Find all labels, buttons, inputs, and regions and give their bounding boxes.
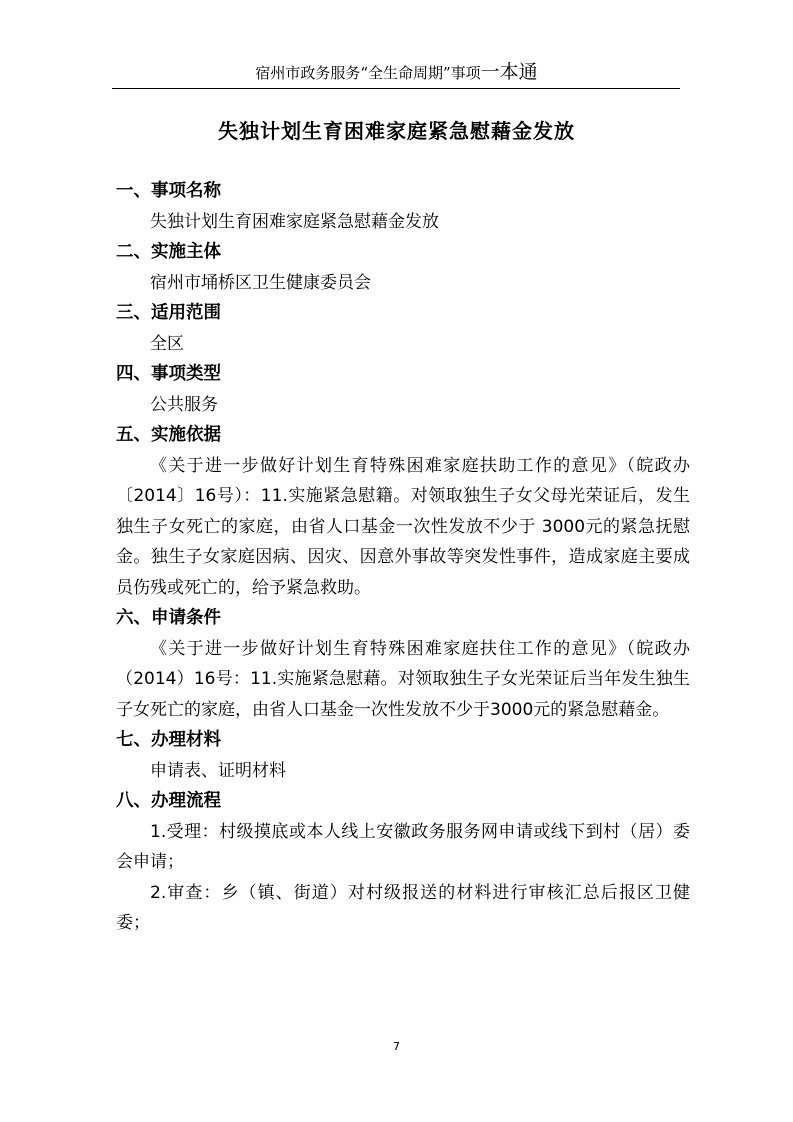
section-text: 失独计划生育困难家庭紧急慰藉金发放: [150, 211, 439, 232]
section-paragraph: 《关于进一步做好计划生育特殊困难家庭扶住工作的意见》（皖政办（2014）16号：11.实施紧急慰藉。对领取独生子女光荣证后当年发生独生子女死亡的家庭，由省人口基金一次性发放不少于3000元的紧急慰藉金。: [116, 638, 690, 720]
process-step: 2.审查：乡（镇、街道）对村级报送的材料进行审核汇总后报区卫健委；: [116, 882, 690, 933]
section-heading: 四、事项类型: [116, 364, 221, 384]
section-heading: 五、实施依据: [116, 425, 221, 445]
section-materials: [116, 725, 690, 786]
header-rule: [112, 88, 680, 89]
section-item-type: [116, 359, 690, 420]
running-header: [0, 60, 793, 85]
process-step: 1.受理：村级摸底或本人线上安徽政务服务网申请或线下到村（居）委会申请；: [116, 821, 690, 872]
section-text: 申请表、证明材料: [150, 760, 286, 781]
section-text: 全区: [150, 333, 184, 354]
running-header-text: 宿州市政务服务“全生命周期”事项: [255, 64, 481, 82]
page-number: 7: [393, 1040, 400, 1053]
running-header-emphasis: 一本通: [480, 61, 538, 83]
section-paragraph: 《关于进一步做好计划生育特殊困难家庭扶助工作的意见》（皖政办〔2014〕16号）：11.实施紧急慰籍。对领取独生子女父母光荣证后，发生独生子女死亡的家庭，由省人口基金一次性发放不少于 3000元的紧急抚慰金。独生子女家庭因病、因灾、因意外事故等突发性事件，造成家庭主要成员伤残或死亡的，给予紧急救助。: [116, 455, 690, 598]
section-item-name: [116, 176, 690, 237]
section-conditions: [116, 603, 690, 725]
section-heading: 一、事项名称: [116, 181, 221, 201]
section-heading: 二、实施主体: [116, 242, 221, 262]
section-text: 宿州市埇桥区卫生健康委员会: [150, 272, 371, 293]
section-heading: 三、适用范围: [116, 303, 221, 323]
section-text: 公共服务: [150, 394, 218, 415]
document-body: [116, 176, 690, 939]
section-heading: 六、申请条件: [116, 608, 221, 628]
section-heading: 八、办理流程: [116, 791, 221, 811]
section-legal-basis: [116, 420, 690, 603]
section-process: [116, 786, 690, 939]
document-title: 失独计划生育困难家庭紧急慰藉金发放: [218, 119, 575, 143]
section-implementing-body: [116, 237, 690, 298]
section-heading: 七、办理材料: [116, 730, 221, 750]
section-scope: [116, 298, 690, 359]
